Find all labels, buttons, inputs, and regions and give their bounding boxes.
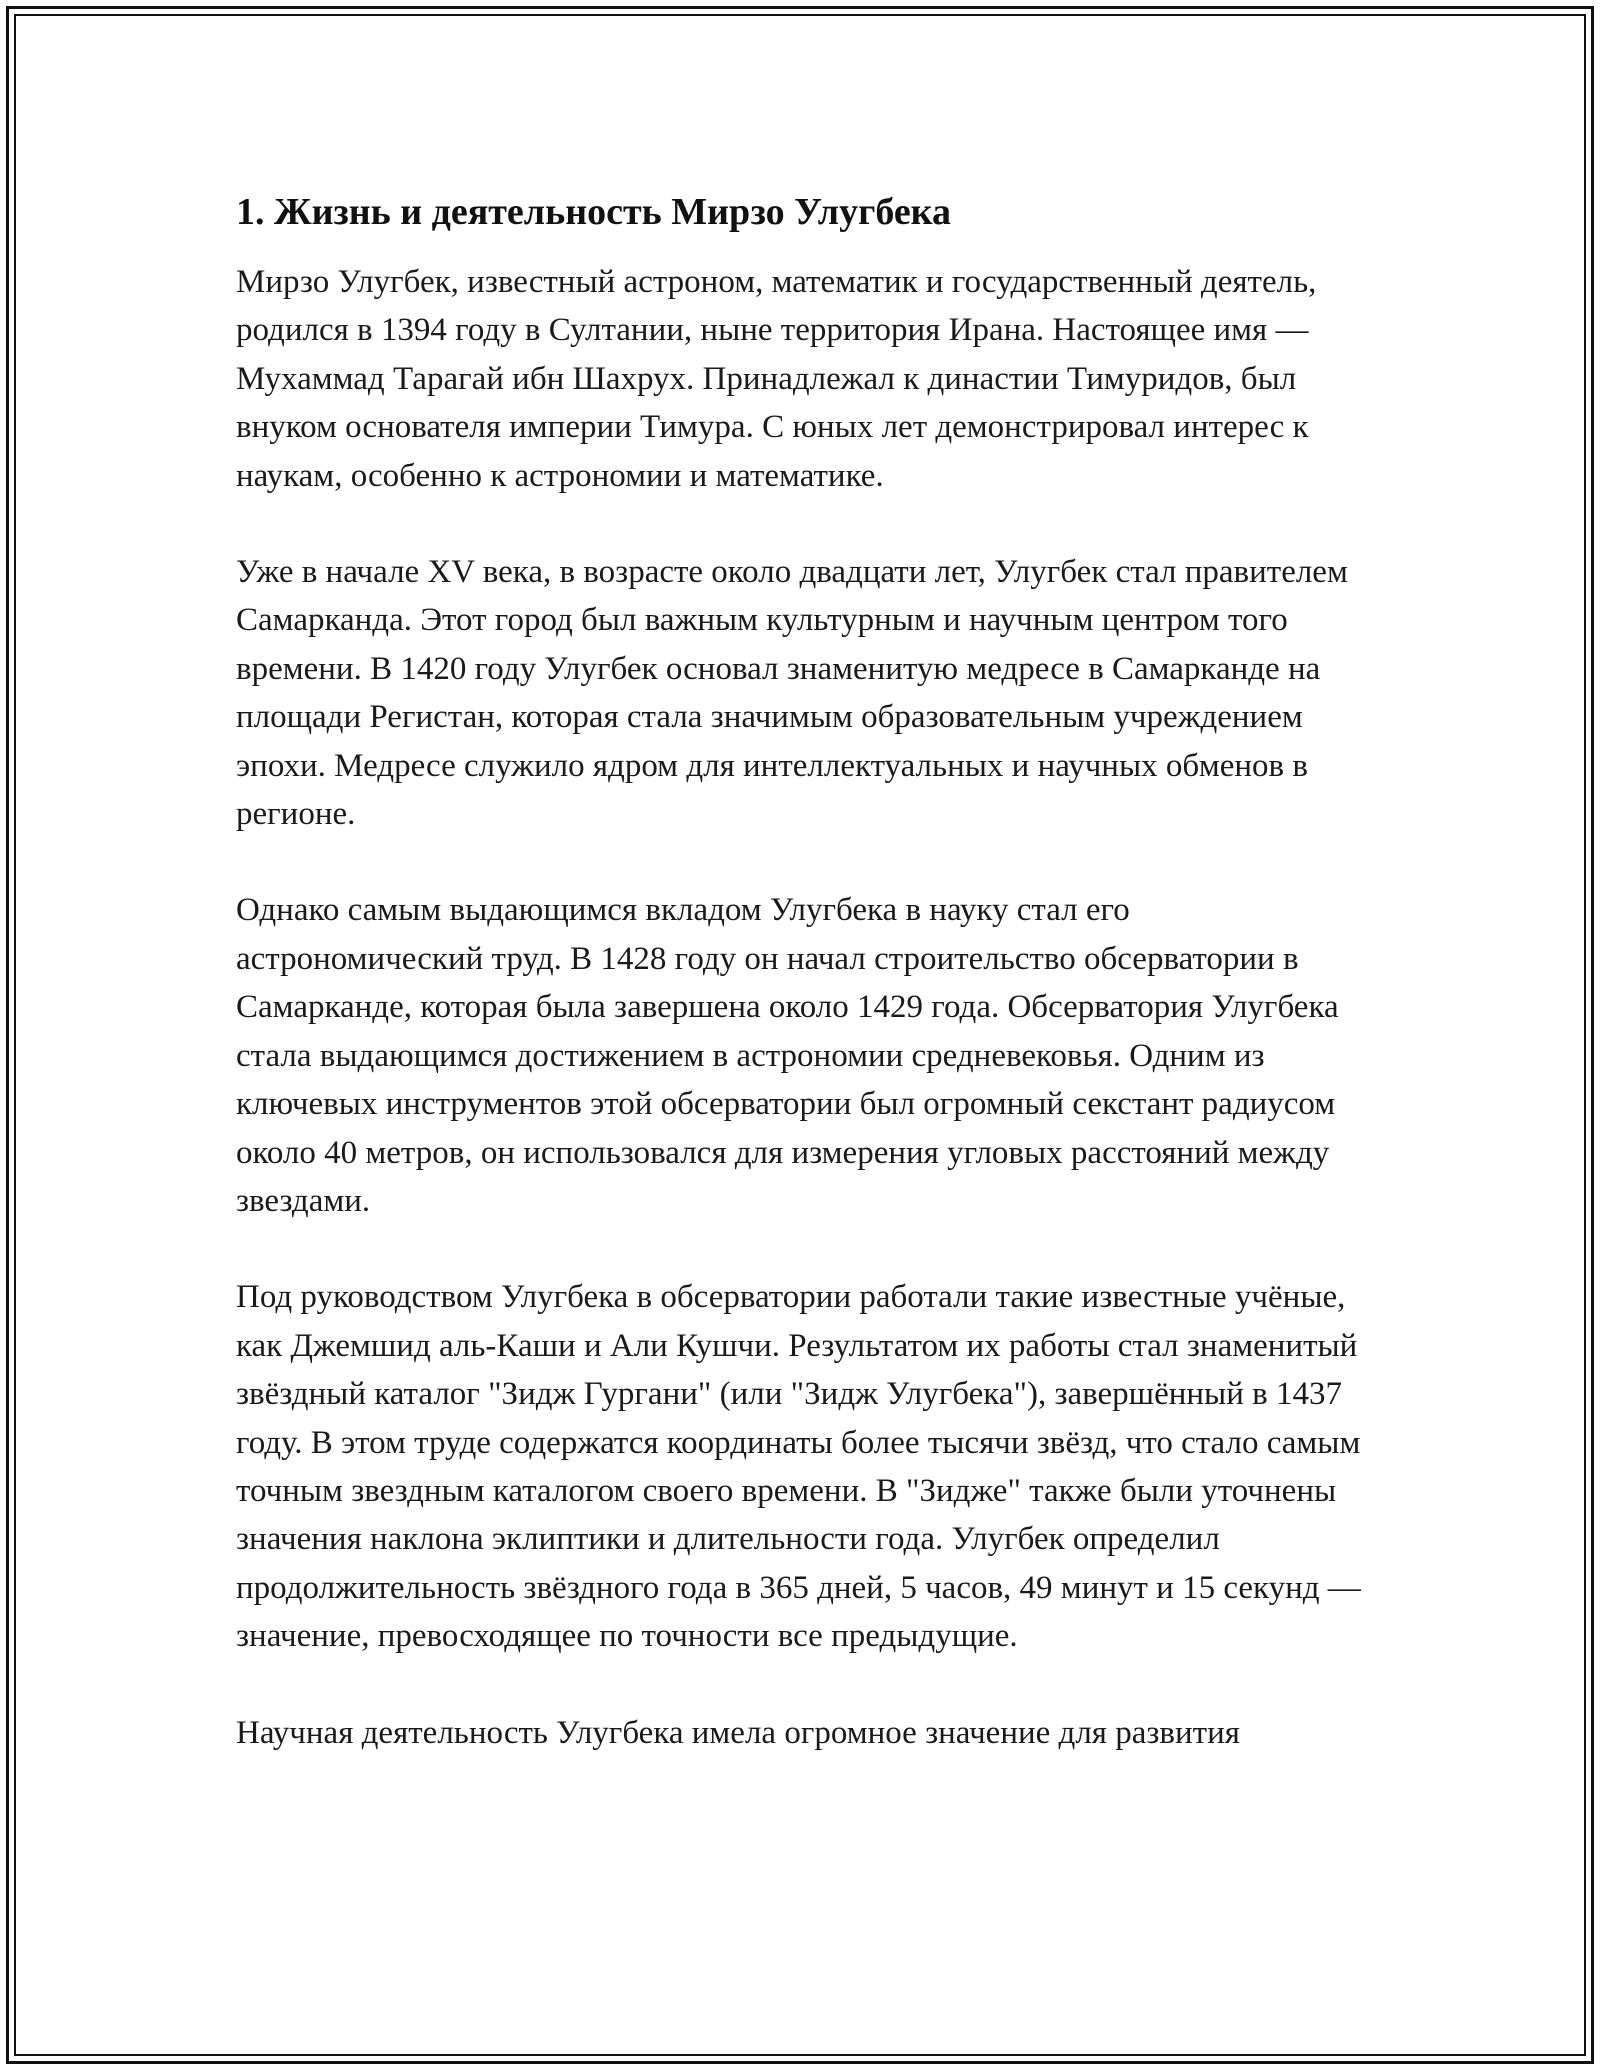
section-heading: 1. Жизнь и деятельность Мирзо Улугбека	[236, 191, 952, 233]
paragraph-samarkand-ruler: Уже в начале XV века, в возрасте около двадцати лет, Улугбек стал правителем Самарканда. Этот город был важным культурным и научным центром того времени. В 1420 году Улугбек основал знаменитую медресе в Самарканде на площади Регистан, которая стала значимым образовательным учреждением эпохи. Медресе служило ядром для интеллектуальных и научных обменов в регионе.	[236, 554, 1348, 833]
paragraph-scientific-legacy: Научная деятельность Улугбека имела огромное значение для развития	[236, 1714, 1240, 1751]
document-body	[236, 186, 1366, 1757]
paragraph-observatory: Однако самым выдающимся вкладом Улугбека в науку стал его астрономический труд. В 1428 году он начал строительство обсерватории в Самарканде, которая была завершена около 1429 года. Обсерватория Улугбека стала выдающимся достижением в астрономии средневековья. Одним из ключевых инструментов этой обсерватории был огромный секстант радиусом около 40 метров, он использовался для измерения угловых расстояний между звездами.	[236, 892, 1339, 1219]
paragraph-birth: Мирзо Улугбек, известный астроном, математик и государственный деятель, родился в 1394 году в Султании, ныне территория Ирана. Настоящее имя — Мухаммад Тарагай ибн Шахрух. Принадлежал к династии Тимуридов, был внуком основателя империи Тимура. С юных лет демонстрировал интерес к наукам, особенно к астрономии и математике.	[236, 264, 1317, 494]
paragraph-zij-catalog: Под руководством Улугбека в обсерватории работали такие известные учёные, как Джемшид аль-Каши и Али Кушчи. Результатом их работы стал знаменитый звёздный каталог "Зидж Гургани" (или "Зидж Улугбека"), завершённый в 1437 году. В этом труде содержатся координаты более тысячи звёзд, что стало самым точным звездным каталогом своего времени. В "Зидже" также были уточнены значения наклона эклиптики и длительности года. Улугбек определил продолжительность звёздного года в 365 дней, 5 часов, 49 минут и 15 секунд — значение, превосходящее по точности все предыдущие.	[236, 1279, 1361, 1655]
